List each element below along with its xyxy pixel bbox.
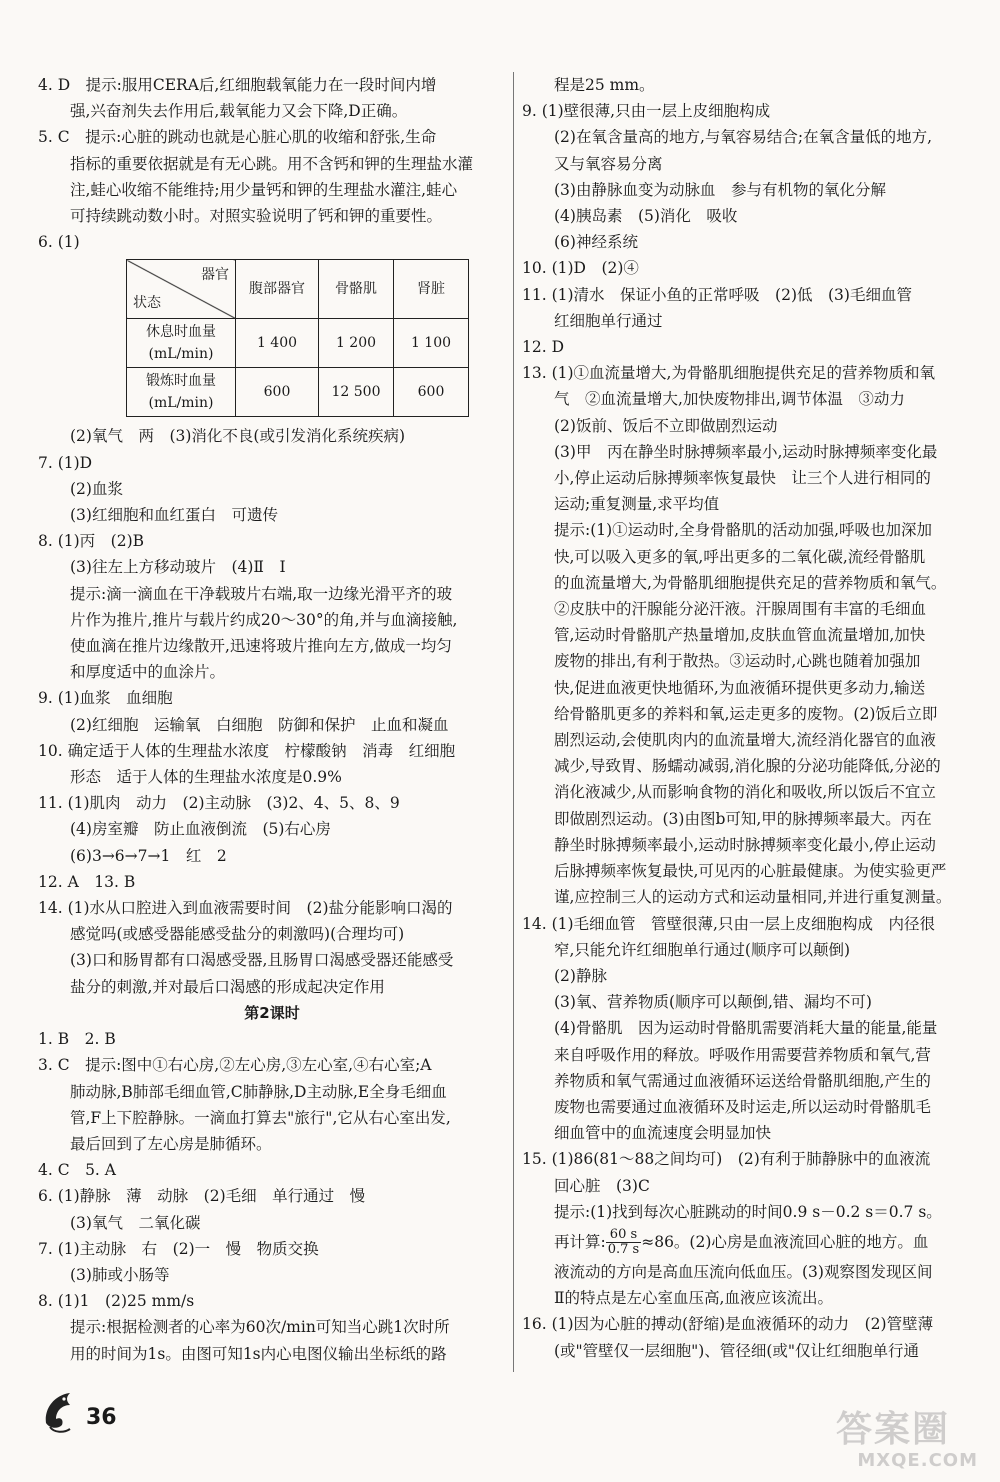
watermark-logo-text: 答案圈	[836, 1409, 951, 1450]
watermark	[836, 1410, 986, 1476]
text-line: 红细胞单行通过	[554, 311, 663, 330]
text-line: 提示:(1)①运动时,全身骨骼肌的活动加强,呼吸也加深加	[554, 521, 933, 540]
text-line: 提示:根据检测者的心率为60次/min可知当心跳1次时所	[70, 1318, 450, 1337]
text-line: (3)往左上方移动玻片 (4)Ⅱ Ⅰ	[70, 558, 286, 577]
text-line: 16. (1)因为心脏的搏动(舒缩)是血液循环的动力 (2)管壁薄	[522, 1315, 934, 1334]
watermark-site-text: MXQE.COM	[857, 1450, 978, 1471]
text-line: Ⅱ的特点是左心室血压高,血液应该流出。	[554, 1289, 833, 1308]
text-line: 气 ②血流量增大,加快废物排出,调节体温 ③动力	[554, 390, 905, 409]
table-col-header: 骨骼肌	[319, 260, 394, 319]
text-line: 盐分的刺激,并对最后口渴感的形成起决定作用	[70, 977, 385, 996]
text-line: 给骨骼肌更多的养料和氧,运走更多的废物。(2)饭后立即	[554, 704, 938, 723]
text-line: 管,F上下腔静脉。一滴血打算去"旅行",它从右心室出发,	[70, 1108, 451, 1127]
text-line: 片作为推片,推片与载片约成20～30°的角,并与血滴接触,	[70, 610, 458, 629]
text-line: 1. B 2. B	[38, 1030, 116, 1049]
text-line: ②皮肤中的汗腺能分泌汗液。汗腺周围有丰富的毛细血	[554, 600, 927, 619]
fraction-denominator: 0.7 s	[607, 1242, 640, 1258]
text-line: 后脉搏频率恢复最快,可见丙的心脏最健康。为使实验更严	[554, 862, 947, 881]
text-line: 提示:(1)找到每次心脏跳动的时间0.9 s－0.2 s＝0.7 s。	[554, 1202, 942, 1221]
table-corner-top: 器官	[201, 267, 229, 284]
text-line: 程是25 mm。	[554, 76, 655, 94]
text-line: (2)红细胞 运输氧 白细胞 防御和保护 止血和凝血	[70, 715, 449, 734]
table-cell: 1 400	[236, 319, 319, 368]
text-line: 剧烈运动,会使肌肉内的血流量增大,流经消化器官的血液	[554, 731, 936, 750]
text-line: 快,可以吸入更多的氧,呼出更多的二氧化碳,流经骨骼肌	[554, 547, 926, 566]
text-line: 7. (1)D	[38, 453, 93, 472]
table-corner-bottom: 状态	[133, 295, 161, 312]
page-number-block	[40, 1385, 117, 1435]
text-line: 15. (1)86(81～88之间均可) (2)有利于肺静脉中的血液流	[522, 1150, 931, 1169]
text-line: (3)氧气 二氧化碳	[70, 1213, 201, 1232]
text-line: 谨,应控制三人的运动方式和运动量相同,并进行重复测量。	[554, 888, 952, 907]
table-row-label	[127, 368, 236, 417]
table-cell: 600	[236, 368, 319, 417]
text-line: (或"管壁仅一层细胞")、管径细(或"仅让红细胞单行通	[554, 1341, 920, 1360]
text-line: 管,运动时骨骼肌产热量增加,皮肤血管血流量增加,加快	[554, 626, 926, 645]
text-line: (2)氧气 两 (3)消化不良(或引发消化系统疾病)	[70, 427, 406, 446]
text-line: (6)神经系统	[554, 233, 638, 252]
dolphin-logo-icon	[40, 1385, 82, 1435]
text-line: 消化液减少,从而影响食物的消化和吸收,所以饭后不宜立	[554, 783, 936, 802]
text-line: 5. C 提示:心脏的跳动也就是心脏心肌的收缩和舒张,生命	[38, 128, 437, 147]
text-fragment: 再计算:	[554, 1232, 606, 1251]
table-row-label-text: 休息时血量	[146, 324, 216, 341]
table-row-label-unit: (mL/min)	[148, 346, 214, 363]
table-row-label-unit: (mL/min)	[148, 395, 214, 412]
text-line: 窄,只能允许红细胞单行通过(顺序可以颠倒)	[554, 940, 851, 959]
text-line: (2)静脉	[554, 966, 607, 985]
text-line: (2)饭前、饭后不立即做剧烈运动	[554, 416, 778, 435]
text-line: 6. (1)静脉 薄 动脉 (2)毛细 单行通过 慢	[38, 1187, 366, 1206]
text-line: 即做剧烈运动。(3)由图b可知,甲的脉搏频率最大。丙在	[554, 809, 932, 828]
table-row	[127, 368, 469, 417]
text-line: 12. D	[522, 338, 565, 357]
text-line: 6. (1)	[38, 233, 80, 252]
text-line: 10. (1)D (2)④	[522, 259, 639, 278]
text-line: 强,兴奋剂失去作用后,载氧能力又会下降,D正确。	[70, 102, 408, 121]
text-line: 4. C 5. A	[38, 1161, 116, 1180]
table-row-label	[127, 319, 236, 368]
text-line: (3)口和肠胃都有口渴感受器,且肠胃口渴感受器还能感受	[70, 951, 454, 970]
text-line: (4)骨骼肌 因为运动时骨骼肌需要消耗大量的能量,能量	[554, 1019, 938, 1038]
section-title: 第2课时	[244, 1003, 300, 1022]
text-line: 注,蛙心收缩不能维持;用少量钙和钾的生理盐水灌注,蛙心	[70, 180, 458, 199]
text-line: (2)血浆	[70, 479, 123, 498]
text-line: 肺动脉,B肺部毛细血管,C肺静脉,D主动脉,E全身毛细血	[70, 1082, 447, 1101]
text-line: (4)胰岛素 (5)消化 吸收	[554, 207, 738, 226]
text-line: 4. D 提示:服用CERA后,红细胞载氧能力在一段时间内增	[38, 76, 437, 94]
text-line: 指标的重要依据就是有无心跳。用不含钙和钾的生理盐水灌	[70, 154, 474, 173]
text-line: 8. (1)1 (2)25 mm/s	[38, 1292, 195, 1311]
text-line: 最后回到了左心房是肺循环。	[70, 1134, 272, 1153]
text-line: 运动;重复测量,求平均值	[554, 495, 720, 514]
text-line: 10. 确定适于人体的生理盐水浓度 柠檬酸钠 消毒 红细胞	[38, 741, 456, 760]
blood-flow-table	[126, 259, 469, 417]
text-line: (3)氧、营养物质(顺序可以颠倒,错、漏均不可)	[554, 993, 872, 1012]
text-line: 用的时间为1s。由图可知1s内心电图仪输出坐标纸的路	[70, 1344, 447, 1363]
text-line: 11. (1)肌肉 动力 (2)主动脉 (3)2、4、5、8、9	[38, 794, 400, 813]
text-line: 9. (1)血浆 血细胞	[38, 689, 173, 708]
table-col-header: 肾脏	[394, 260, 469, 319]
text-line: 8. (1)丙 (2)B	[38, 532, 145, 551]
table-cell: 1 100	[394, 319, 469, 368]
table-corner-cell	[127, 260, 236, 319]
text-line: 提示:滴一滴血在干净载玻片右端,取一边缘光滑平齐的玻	[70, 584, 453, 603]
table-col-header: 腹部器官	[236, 260, 319, 319]
text-line: 细血管中的血流速度会明显加快	[554, 1124, 772, 1143]
text-line: 感觉吗(或感受器能感受盐分的刺激吗)(合理均可)	[70, 925, 405, 944]
text-line: 13. (1)①血流量增大,为骨骼肌细胞提供充足的营养物质和氧	[522, 364, 935, 383]
text-line: (3)甲 丙在静坐时脉搏频率最小,运动时脉搏频率变化最	[554, 442, 938, 461]
text-line: 14. (1)水从口腔进入到血液需要时间 (2)盐分能影响口渴的	[38, 899, 453, 918]
fraction-numerator: 60 s	[606, 1228, 641, 1243]
text-line: 小,停止运动后脉搏频率恢复最快 让三个人进行相同的	[554, 469, 931, 488]
text-line: 来自呼吸作用的释放。呼吸作用需要营养物质和氧气,营	[554, 1045, 931, 1064]
table-header-row	[127, 260, 469, 319]
right-column	[522, 72, 962, 1364]
text-line: 9. (1)壁很薄,只由一层上皮细胞构成	[522, 102, 771, 121]
text-line: 12. A 13. B	[38, 872, 136, 891]
page-number: 36	[86, 1404, 117, 1430]
table-cell: 600	[394, 368, 469, 417]
text-line: 废物也需要通过血液循环及时运走,所以运动时骨骼肌毛	[554, 1097, 931, 1116]
text-line: 又与氧容易分离	[554, 154, 663, 173]
text-line: (3)由静脉血变为动脉血 参与有机物的氧化分解	[554, 180, 886, 199]
text-line: (3)肺或小肠等	[70, 1265, 170, 1284]
table-cell: 12 500	[319, 368, 394, 417]
text-line: (6)3→6→7→1 红 2	[70, 846, 227, 865]
text-line-with-fraction	[522, 1225, 962, 1259]
text-line: 回心脏 (3)C	[554, 1176, 650, 1195]
table-row-label-text: 锻炼时血量	[146, 373, 216, 390]
text-line: 3. C 提示:图中①右心房,②左心房,③左心室,④右心室;A	[38, 1056, 432, 1075]
text-line: 形态 适于人体的生理盐水浓度是0.9%	[70, 768, 342, 787]
text-line: (3)红细胞和血红蛋白 可遗传	[70, 506, 278, 525]
text-line: 可持续跳动数小时。对照实验说明了钙和钾的重要性。	[70, 207, 443, 226]
text-line: (2)在氧含量高的地方,与氧容易结合;在氧含量低的地方,	[554, 128, 933, 147]
text-line: 和厚度适中的血涂片。	[70, 663, 226, 682]
text-line: 使血滴在推片边缘散开,迅速将玻片推向左方,做成一均匀	[70, 637, 452, 656]
left-column	[38, 72, 506, 1367]
table-row	[127, 319, 469, 368]
column-divider	[513, 72, 514, 1372]
text-line: 14. (1)毛细血管 管壁很薄,只由一层上皮细胞构成 内径很	[522, 914, 935, 933]
text-line: 液流动的方向是高血压流向低血压。(3)观察图发现区间	[554, 1262, 933, 1281]
text-line: 养物质和氧气需通过血液循环运送给骨骼肌细胞,产生的	[554, 1071, 931, 1090]
text-line: 快,促进血液更快地循环,为血液循环提供更多动力,输送	[554, 678, 926, 697]
text-line: 11. (1)清水 保证小鱼的正常呼吸 (2)低 (3)毛细血管	[522, 285, 912, 304]
text-line: 静坐时脉搏频率最小,运动时脉搏频率变化最小,停止运动	[554, 835, 936, 854]
text-line: 废物的排出,有利于散热。③运动时,心跳也随着加强加	[554, 652, 921, 671]
table-cell: 1 200	[319, 319, 394, 368]
fraction	[606, 1228, 641, 1257]
text-line: 7. (1)主动脉 右 (2)一 慢 物质交换	[38, 1239, 319, 1258]
text-fragment: ≈86。(2)心房是血液流回心脏的地方。血	[641, 1232, 929, 1251]
text-line: 减少,导致胃、肠蠕动减弱,消化腺的分泌功能降低,分泌的	[554, 757, 941, 776]
text-line: 的血流量增大,为骨骼肌细胞提供充足的营养物质和氧气。	[554, 573, 947, 592]
text-line: (4)房室瓣 防止血液倒流 (5)右心房	[70, 820, 331, 839]
